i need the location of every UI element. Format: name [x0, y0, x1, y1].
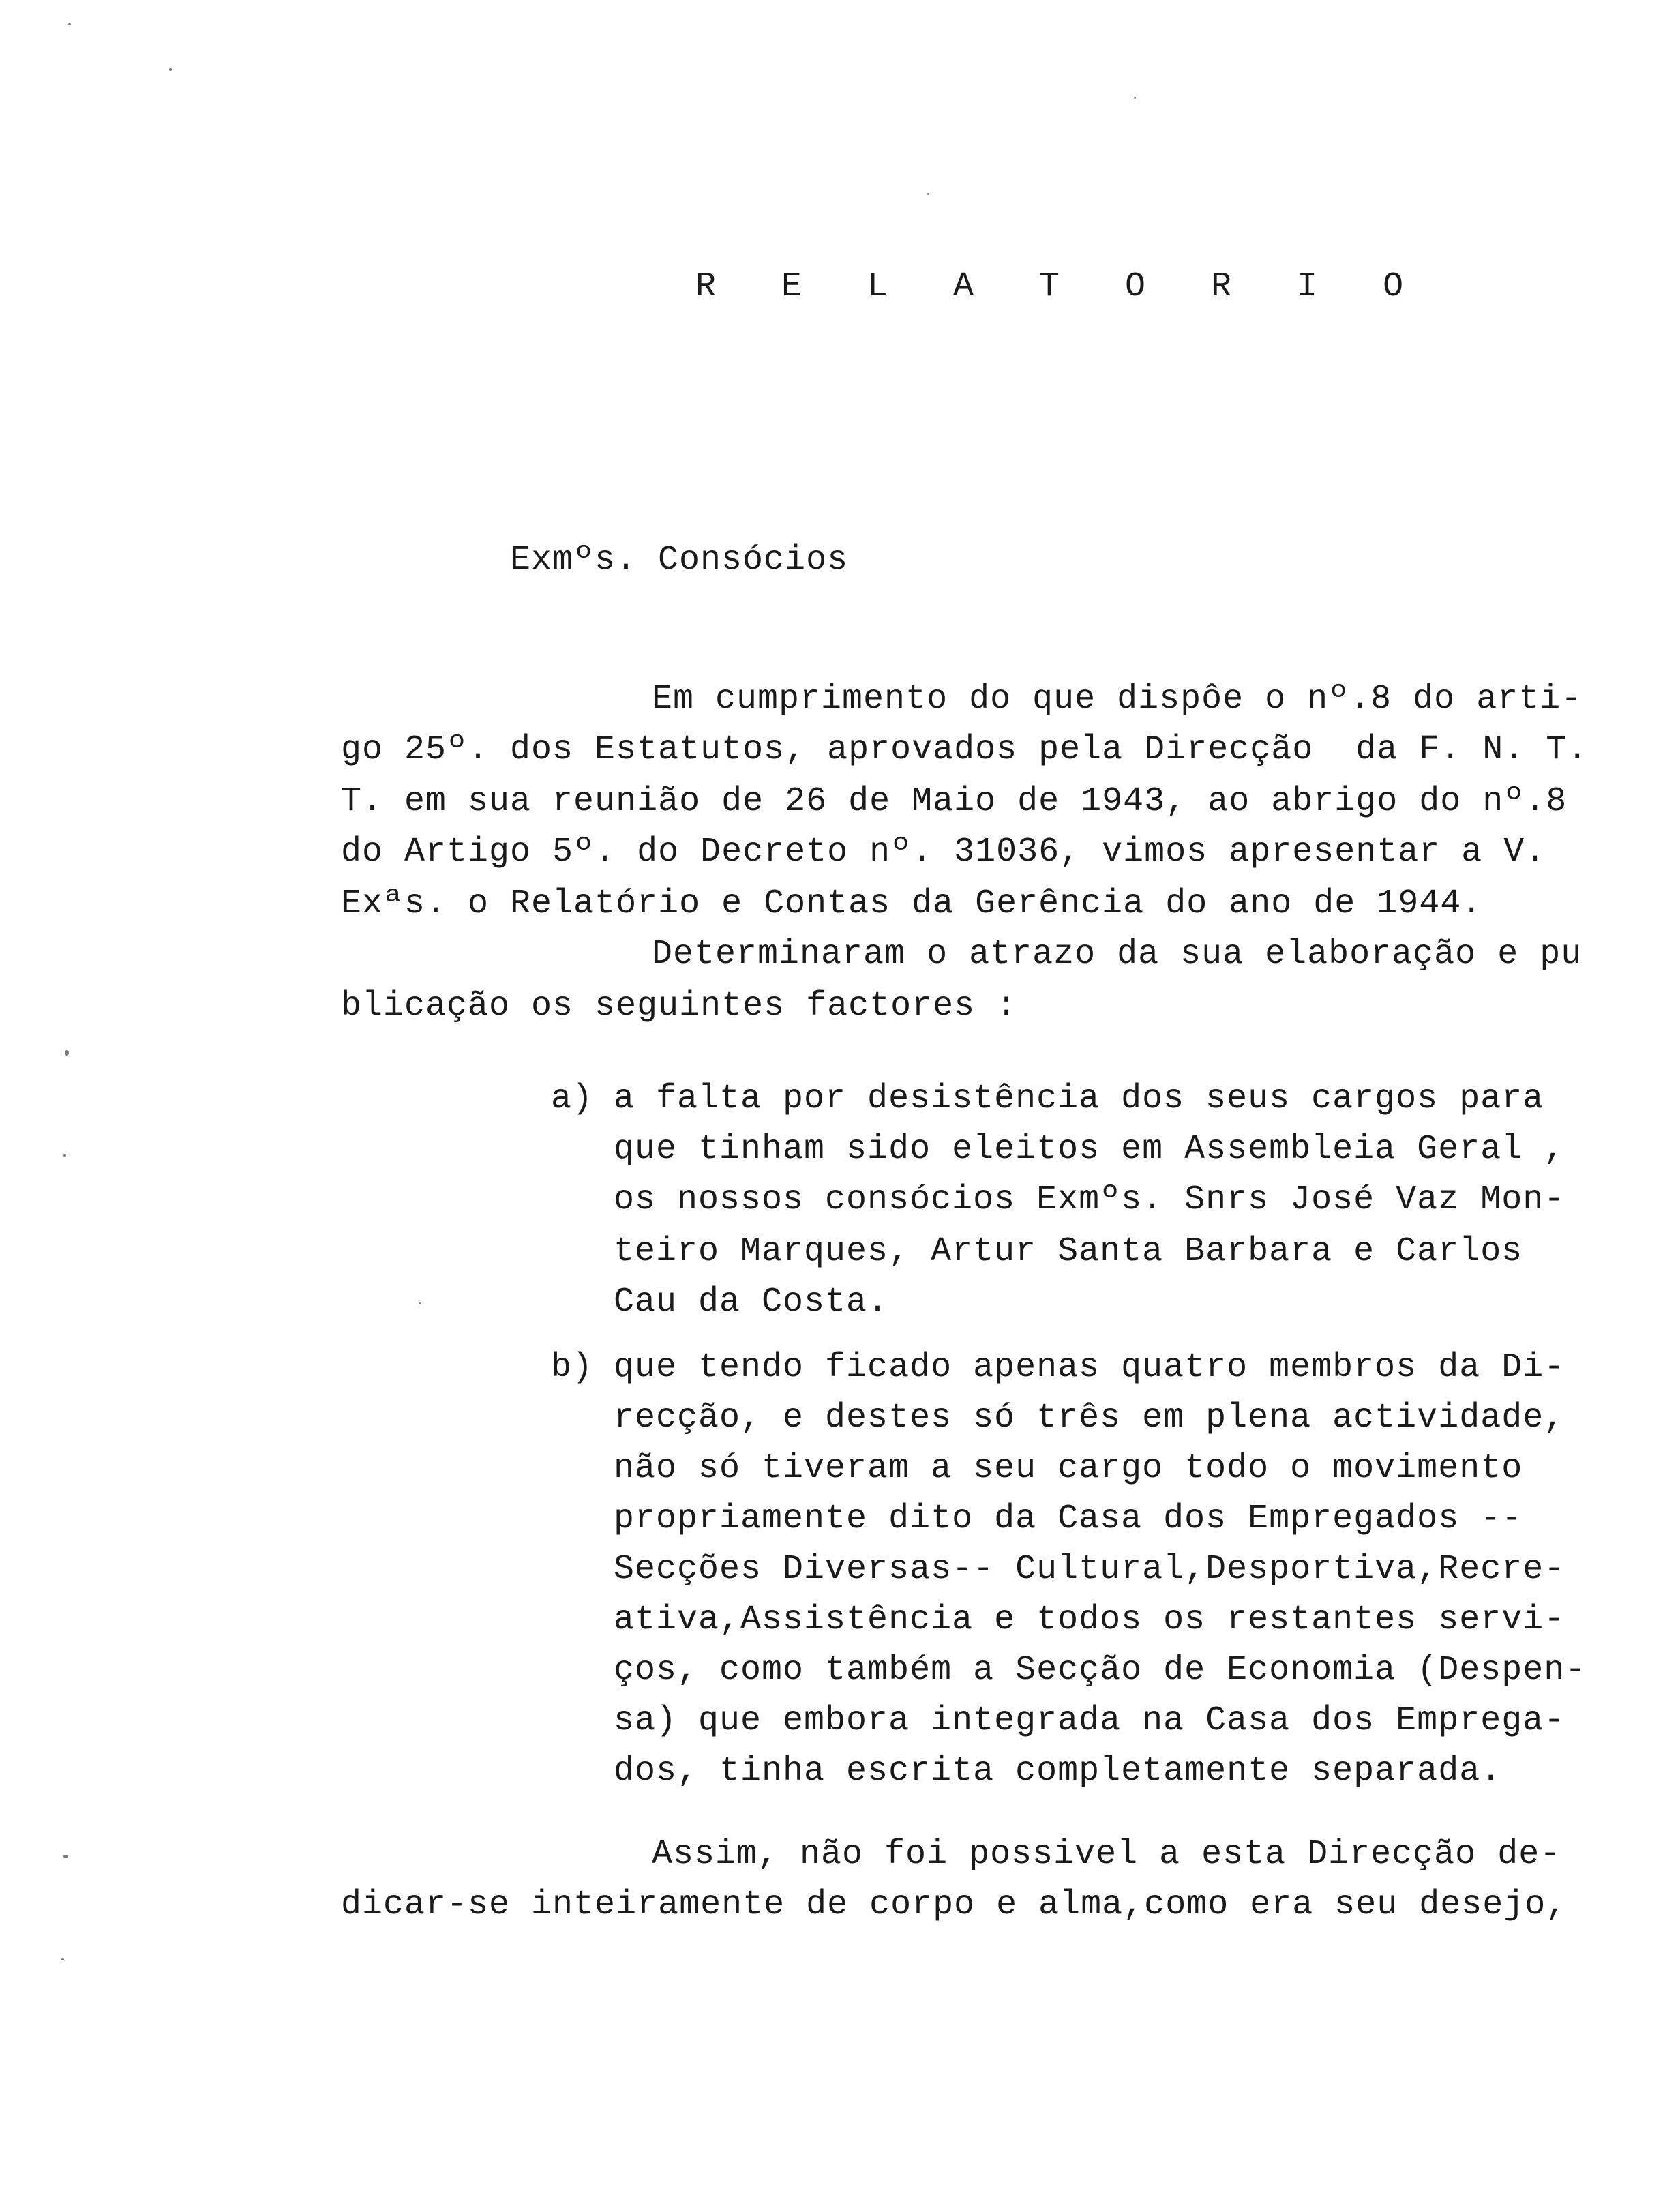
scan-speck [419, 1302, 421, 1304]
list-item-line: ativa,Assistência e todos os restantes servi- [614, 1600, 1565, 1639]
list-item-line: ços, como também a Secção de Economia (Despen- [614, 1651, 1587, 1690]
scan-speck [61, 1958, 64, 1960]
list-item-line: a falta por desistência dos seus cargos para [614, 1079, 1544, 1118]
list-marker-b: b) [551, 1348, 594, 1387]
paragraph-line: Exªs. o Relatório e Contas da Gerência do ano de 1944. [341, 884, 1483, 923]
scan-speck [63, 1855, 68, 1858]
paragraph-line: do Artigo 5º. do Decreto nº. 31036, vimos apresentar a V. [341, 833, 1546, 871]
list-marker-a: a) [551, 1079, 594, 1118]
document-title: R E L A T O R I O [695, 267, 1426, 306]
salutation: Exmºs. Consócios [510, 541, 849, 580]
paragraph-line: blicação os seguintes factores : [341, 987, 1018, 1026]
scan-speck [65, 1050, 69, 1056]
paragraph-line: Assim, não foi possivel a esta Direcção de- [652, 1835, 1561, 1874]
list-item-line: Cau da Costa. [614, 1283, 889, 1322]
list-item-line: propriamente dito da Casa dos Empregados -- [614, 1500, 1523, 1538]
scan-speck [63, 1154, 66, 1157]
list-item-line: Secções Diversas-- Cultural,Desportiva,Recre- [614, 1550, 1565, 1589]
list-item-line: os nossos consócios Exmºs. Snrs José Vaz Mon- [614, 1180, 1565, 1219]
list-item-line: que tendo ficado apenas quatro membros da Di- [614, 1348, 1565, 1387]
scan-speck [169, 68, 172, 71]
paragraph-line: dicar-se inteiramente de corpo e alma,como era seu desejo, [341, 1885, 1567, 1924]
scan-speck [927, 193, 929, 195]
paragraph-line: Determinaram o atrazo da sua elaboração e pu [652, 935, 1582, 974]
scan-speck [1134, 97, 1136, 99]
list-item-line: recção, e destes só três em plena actividade, [614, 1399, 1565, 1437]
scan-speck [68, 23, 71, 25]
paragraph-line: Em cumprimento do que dispôe o nº.8 do arti- [652, 680, 1582, 719]
paragraph-line: T. em sua reunião de 26 de Maio de 1943, ao abrigo do nº.8 [341, 782, 1567, 821]
list-item-line: teiro Marques, Artur Santa Barbara e Carlos [614, 1232, 1523, 1271]
paragraph-line: go 25º. dos Estatutos, aprovados pela Direcção da F. N. T. [341, 730, 1589, 769]
list-item-line: que tinham sido eleitos em Assembleia Geral , [614, 1130, 1565, 1169]
list-item-line: dos, tinha escrita completamente separada. [614, 1752, 1502, 1791]
list-item-line: não só tiveram a seu cargo todo o movimento [614, 1449, 1523, 1488]
list-item-line: sa) que embora integrada na Casa dos Emprega- [614, 1701, 1565, 1740]
